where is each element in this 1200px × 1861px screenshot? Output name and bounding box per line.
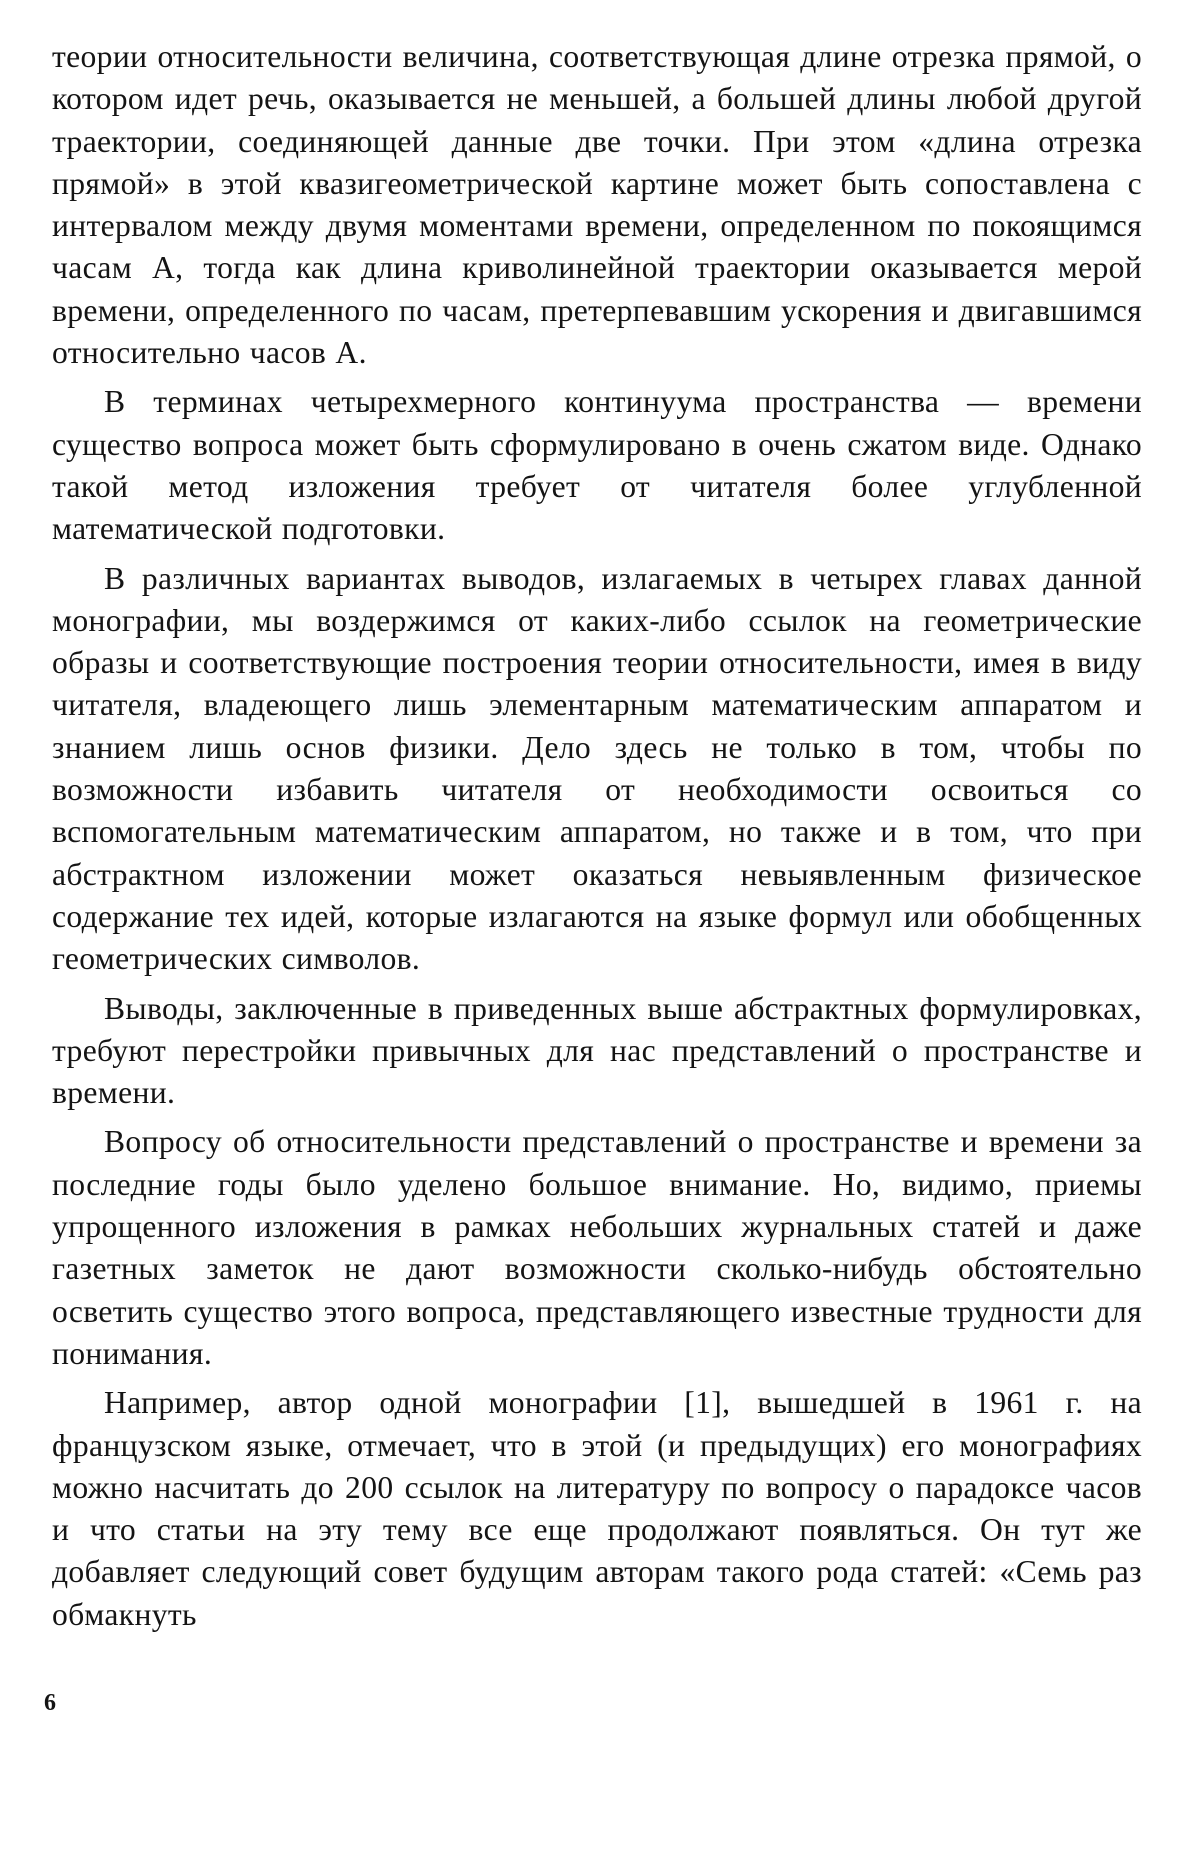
document-page — [52, 36, 1142, 1643]
paragraph-6: Например, автор одной монографии [1], вышедшей в 1961 г. на французском языке, отмечает, что в этой (и предыдущих) его монографиях можно насчитать до 200 ссылок на литературу по вопросу о парадоксе часов и что статьи на эту тему все еще продолжают появляться. Он тут же добавляет следующий совет будущим авторам такого рода статей: «Семь раз обмакнуть — [52, 1385, 1142, 1632]
paragraph-1: теории относительности величина, соответствующая длине отрезка прямой, о котором идет речь, оказывается не меньшей, а большей длины любой другой траектории, соединяющей данные две точки. При этом «длина отрезка прямой» в этой квазигеометрической картине может быть сопоставлена с интервалом между двумя моментами времени, определенном по покоящимся часам A, тогда как длина криволинейной траектории оказывается мерой времени, определенного по часам, претерпевавшим ускорения и двигавшимся относительно часов A. — [52, 39, 1142, 371]
paragraph-2: В терминах четырехмерного континуума пространства — времени существо вопроса может быть сформулировано в очень сжатом виде. Однако такой метод изложения требует от читателя более углубленной математической подготовки. — [52, 384, 1142, 547]
paragraph-4: Выводы, заключенные в приведенных выше абстрактных формулировках, требуют перестройки привычных для нас представлений о пространстве и времени. — [52, 990, 1142, 1111]
paragraph-3: В различных вариантах выводов, излагаемых в четырех главах данной монографии, мы воздержимся от каких-либо ссылок на геометрические образы и соответствующие построения теории относительности, имея в виду читателя, владеющего лишь элементарным математическим аппаратом и знанием лишь основ физики. Дело здесь не только в том, чтобы по возможности избавить читателя от необходимости освоиться со вспомогательным математическим аппаратом, но также и в том, что при абстрактном изложении может оказаться невыявленным физическое содержание тех идей, которые излагаются на языке формул или обобщенных геометрических символов. — [52, 560, 1142, 977]
page-number: 6 — [44, 1690, 56, 1716]
paragraph-5: Вопросу об относительности представлений о пространстве и времени за последние годы было уделено большое внимание. Но, видимо, приемы упрощенного изложения в рамках небольших журнальных статей и даже газетных заметок не дают возможности сколько-нибудь обстоятельно осветить существо этого вопроса, представляющего известные трудности для понимания. — [52, 1124, 1142, 1371]
